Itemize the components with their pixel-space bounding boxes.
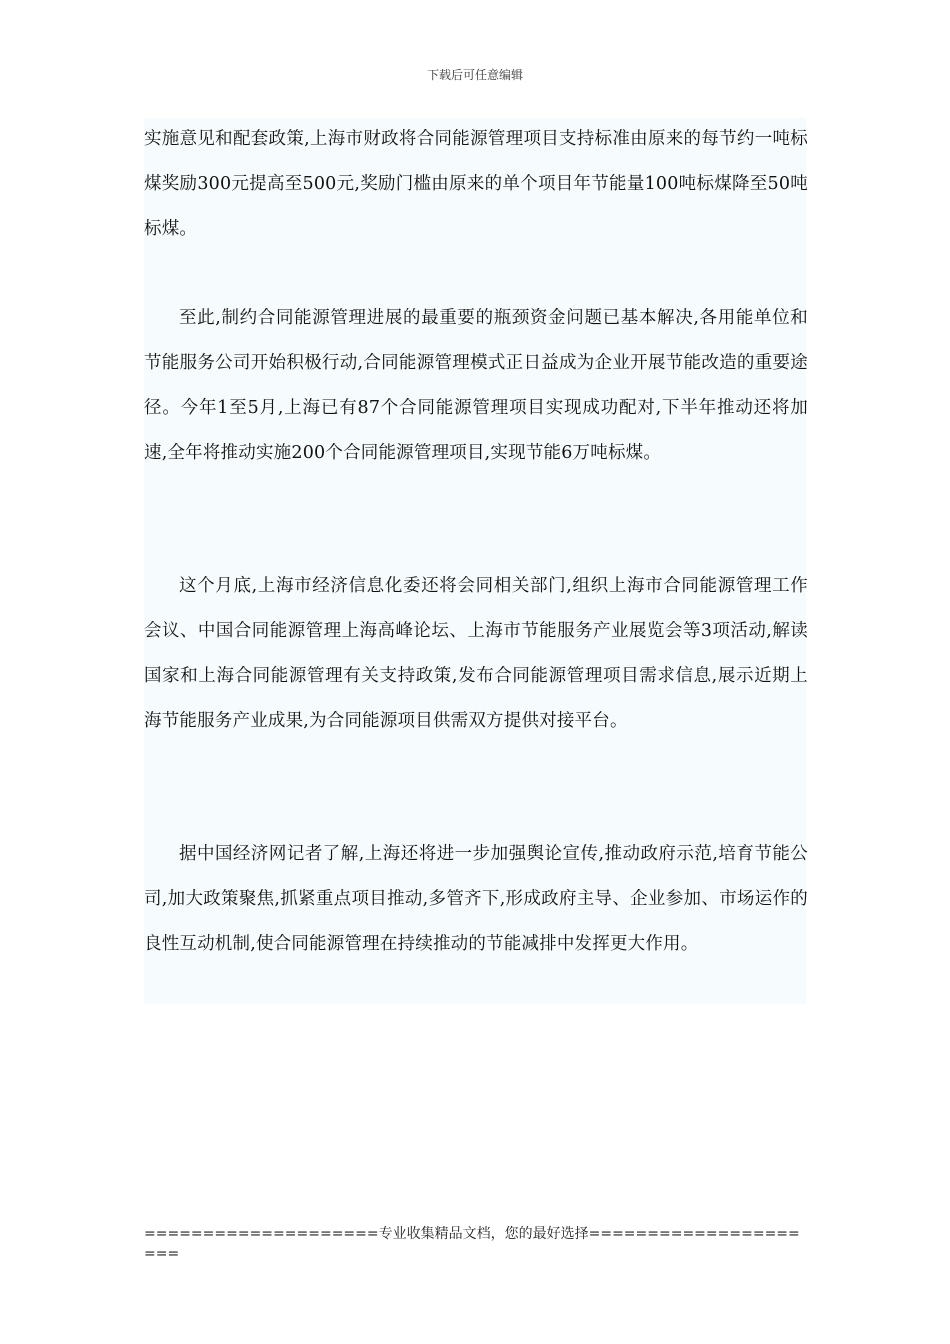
page-header-note: 下载后可任意编辑	[426, 68, 523, 82]
paragraph-2: 至此,制约合同能源管理进展的最重要的瓶颈资金问题已基本解决,各用能单位和节能服务公司开始积极行动,合同能源管理模式正日益成为企业开展节能改造的重要途径。今年1至5月,上海已有87个合同能源管理项目实现成功配对,下半年推动还将加速,全年将推动实施200个合同能源管理项目,实现节能6万吨标煤。	[144, 308, 808, 463]
paragraph-1: 实施意见和配套政策,上海市财政将合同能源管理项目支持标准由原来的每节约一吨标煤奖励300元提高至500元,奖励门槛由原来的单个项目年节能量100吨标煤降至50吨标煤。	[144, 129, 808, 239]
paragraph-4: 据中国经济网记者了解,上海还将进一步加强舆论宣传,推动政府示范,培育节能公司,加大政策聚焦,抓紧重点项目推动,多管齐下,形成政府主导、企业参加、市场运作的良性互动机制,使合同能源管理在持续推动的节能减排中发挥更大作用。	[144, 844, 808, 954]
paragraph-3: 这个月底,上海市经济信息化委还将会同相关部门,组织上海市合同能源管理工作会议、中国合同能源管理上海高峰论坛、上海市节能服务产业展览会等3项活动,解读国家和上海合同能源管理有关支持政策,发布合同能源管理项目需求信息,展示近期上海节能服务产业成果,为合同能源项目供需双方提供对接平台。	[144, 576, 808, 731]
page-footer: ====================专业收集精品文档，您的最好选择=====================	[144, 1226, 800, 1262]
